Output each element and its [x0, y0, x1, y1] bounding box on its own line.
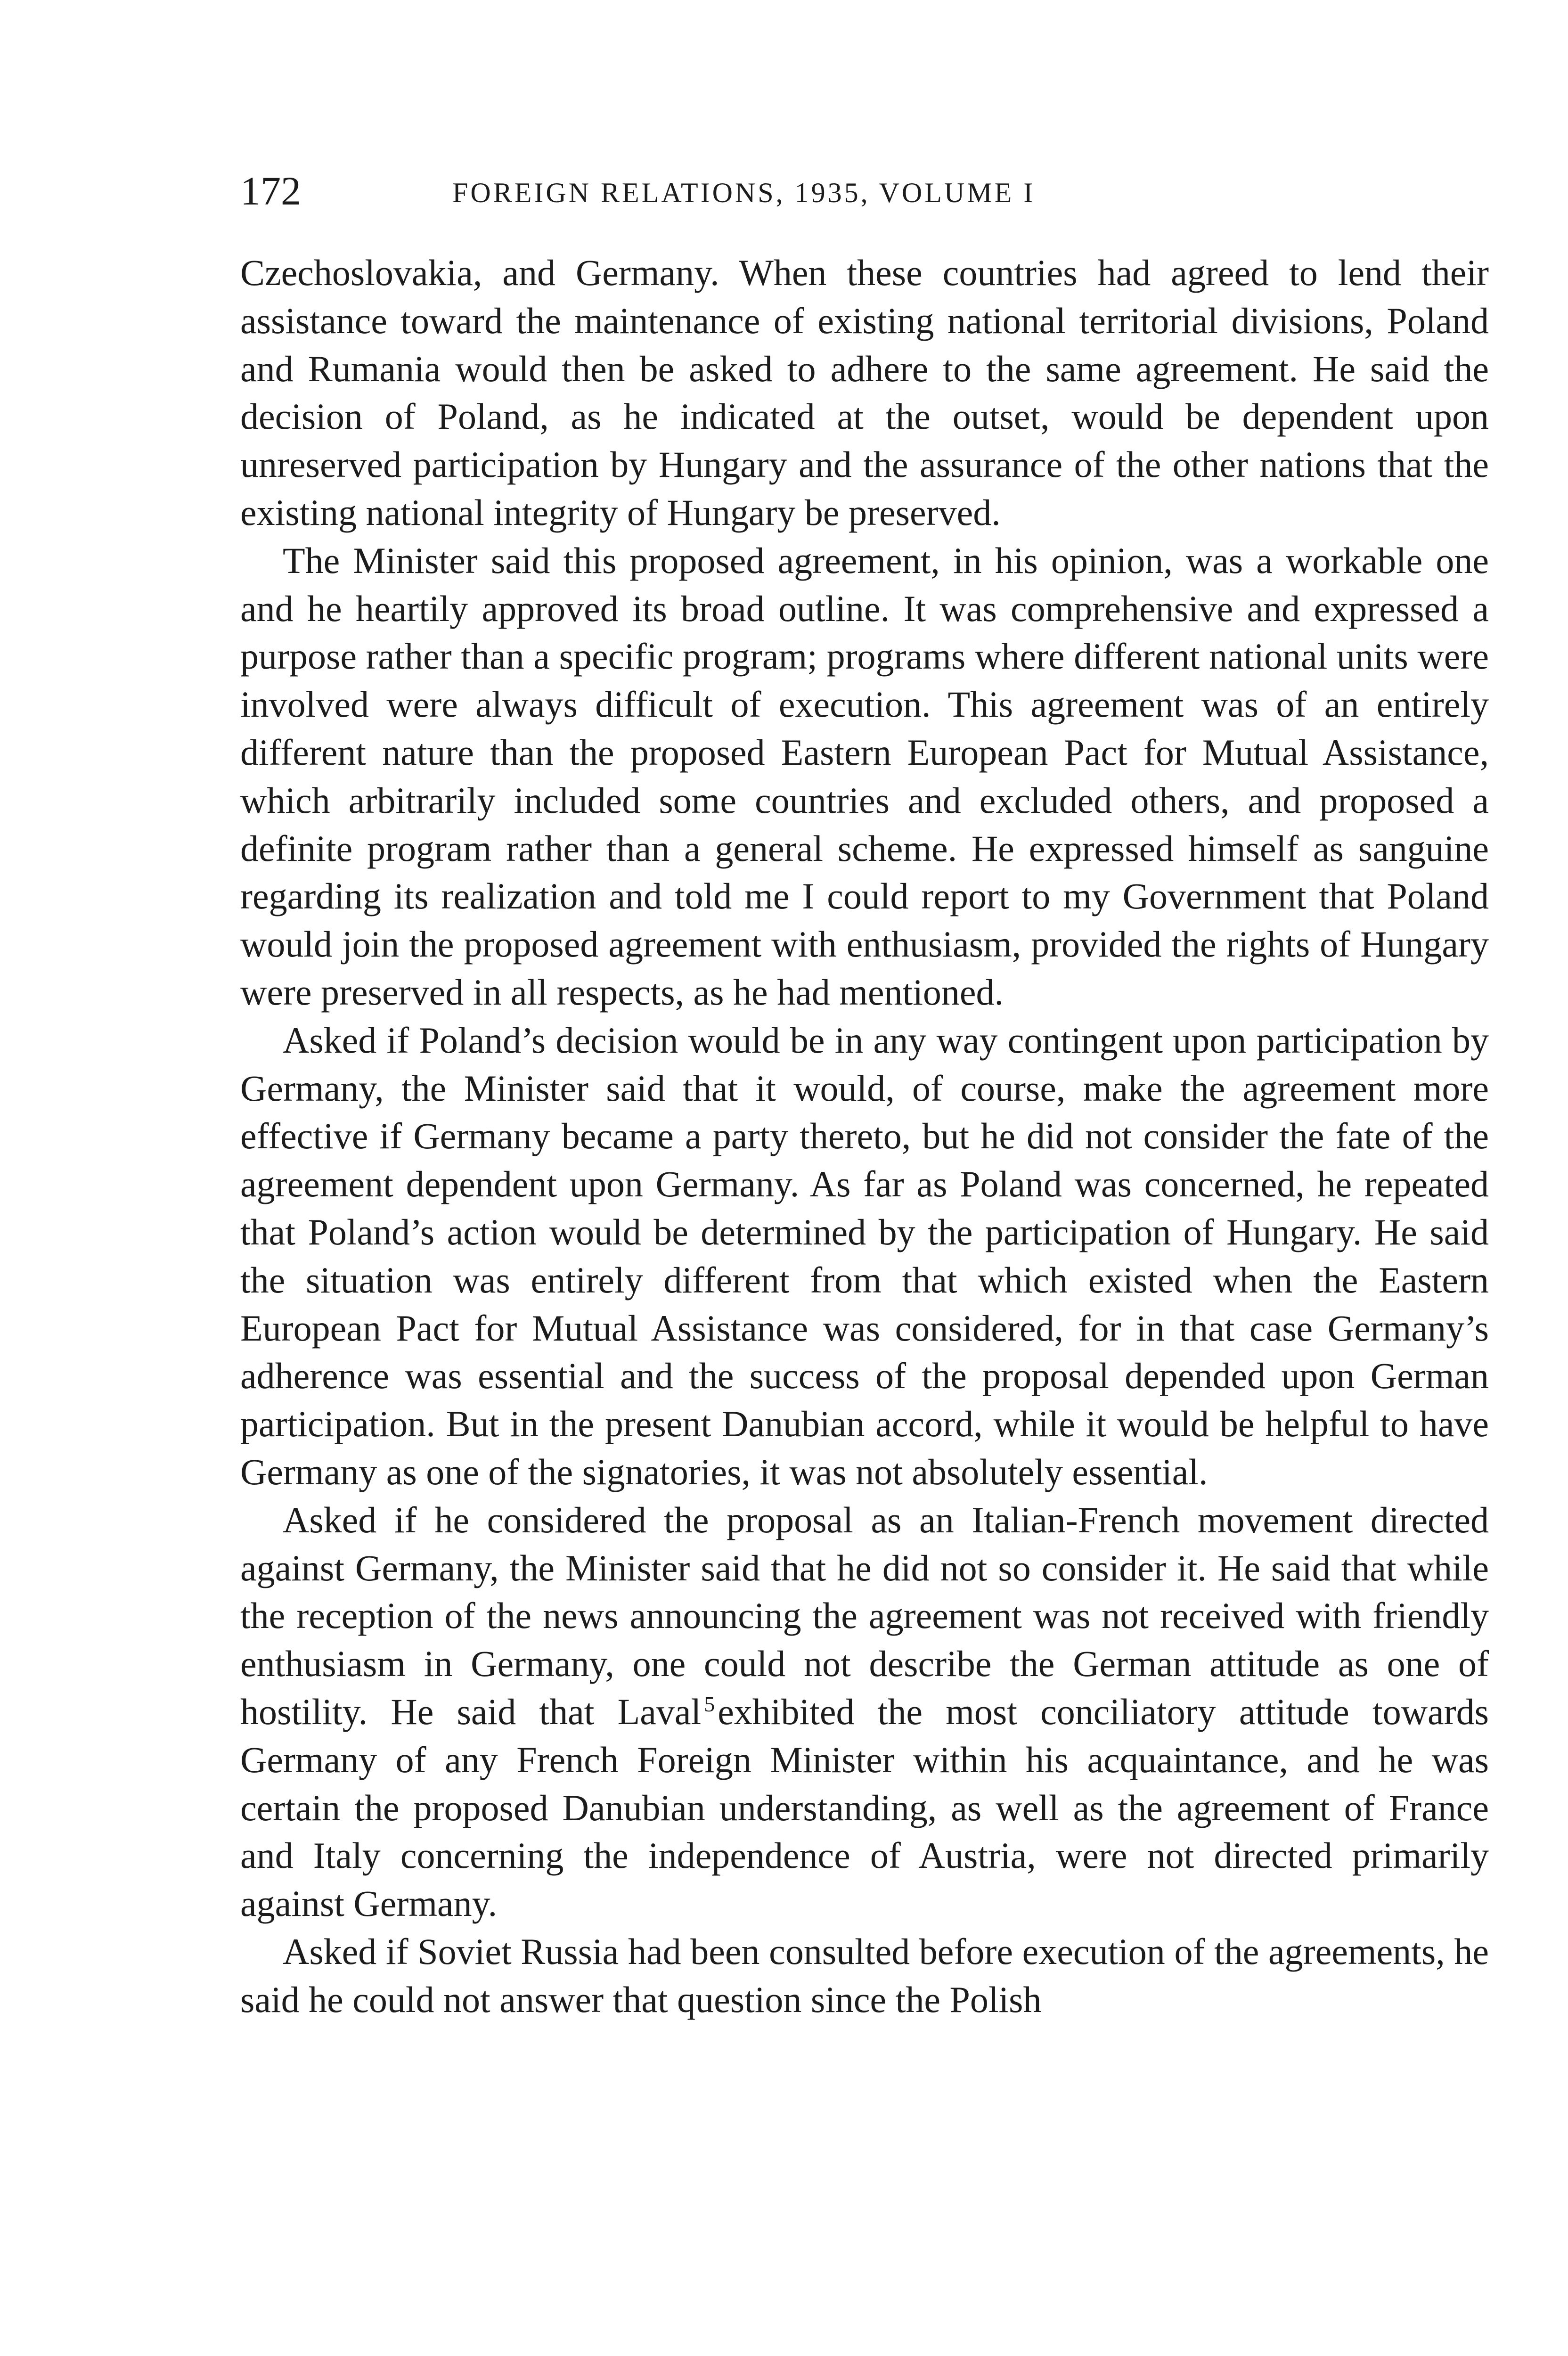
paragraph-4	[240, 1496, 1489, 1928]
paragraph-2: The Minister said this proposed agreement, in his opinion, was a workable one and he heartily approved its broad outline. It was comprehensive and expressed a purpose rather than a specific program; programs where different national units were involved were always difficult of execution. This agreement was of an entirely different nature than the proposed Eastern European Pact for Mutual Assistance, which arbitrarily included some countries and excluded others, and proposed a definite program rather than a general scheme. He expressed himself as sanguine regarding its realization and told me I could report to my Government that Poland would join the proposed agreement with enthusiasm, provided the rights of Hungary were preserved in all respects, as he had mentioned.	[240, 540, 1489, 1013]
paragraph-4-text-b: exhibited the most conciliatory attitude towards Germany of any French Foreign Minister within his acquaintance, and he was certain the proposed Danubian understanding, as well as the agreement of France and Italy concerning the independence of Austria, were not directed primarily against Germany.	[240, 1691, 1489, 1924]
running-title: FOREIGN RELATIONS, 1935, VOLUME I	[452, 177, 1036, 208]
running-header	[240, 165, 1489, 217]
footnote-reference: 5	[704, 1692, 715, 1716]
body-text	[240, 249, 1489, 2023]
paragraph-1: Czechoslovakia, and Germany. When these countries had agreed to lend their assistance toward the maintenance of existing national territorial divisions, Poland and Rumania would then be asked to adhere to the same agreement. He said the decision of Poland, as he indicated at the outset, would be dependent upon unreserved participation by Hungary and the assurance of the other nations that the existing national integrity of Hungary be preserved.	[240, 252, 1489, 533]
paragraph-5: Asked if Soviet Russia had been consulted before execution of the agreements, he said he could not answer that question since the Polish	[240, 1931, 1489, 2020]
paragraph-3: Asked if Poland’s decision would be in any way contingent upon participation by Germany, the Minister said that it would, of course, make the agreement more effective if Germany became a party thereto, but he did not consider the fate of the agreement dependent upon Germany. As far as Poland was concerned, he repeated that Poland’s action would be determined by the participation of Hungary. He said the situation was entirely different from that which existed when the Eastern European Pact for Mutual Assistance was considered, for in that case Germany’s adherence was essential and the success of the proposal depended upon German participation. But in the present Danubian accord, while it would be helpful to have Germany as one of the signatories, it was not absolutely essential.	[240, 1019, 1489, 1492]
paragraph-4-text-a: Asked if he considered the proposal as an Italian-French movement directed against Germany, the Minister said that he did not so consider it. He said that while the reception of the news announcing the agreement was not received with friendly enthusiasm in Germany, one could not describe the German attitude as one of hostility. He said that Laval	[240, 1499, 1489, 1732]
page-number: 172	[240, 168, 301, 213]
